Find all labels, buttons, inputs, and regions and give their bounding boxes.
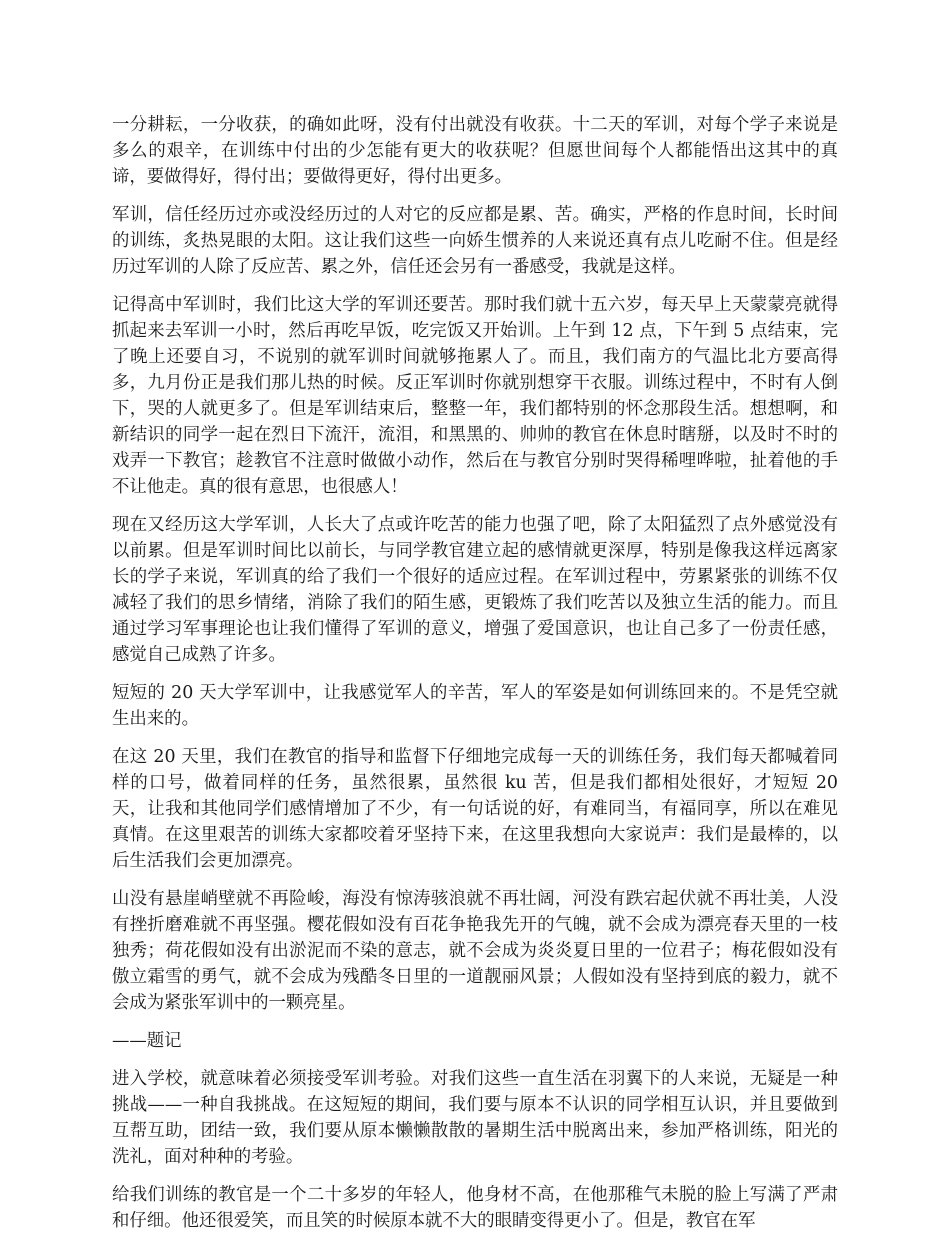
paragraph: 进入学校，就意味着必须接受军训考验。对我们这些一直生活在羽翼下的人来说，无疑是一种挑战——一种自我挑战。在这短短的期间，我们要与原本不认识的同学相互认识，并且要做到互帮互助，团结一致，我们要从原本懒懒散散的暑期生活中脱离出来，参加严格训练，阳光的洗礼，面对种种的考验。 xyxy=(112,1069,838,1167)
paragraph: 山没有悬崖峭壁就不再险峻，海没有惊涛骇浪就不再壮阔，河没有跌宕起伏就不再壮美，人没有挫折磨难就不再坚强。樱花假如没有百花争艳我先开的气魄，就不会成为漂亮春天里的一枝独秀；荷花假如没有出淤泥而不染的意志，就不会成为炎炎夏日里的一位君子；梅花假如没有傲立霜雪的勇气，就不会成为残酷冬日里的一道靓丽风景；人假如没有坚持到底的毅力，就不会成为紧张军训中的一颗亮星。 xyxy=(112,889,838,1013)
document-body xyxy=(112,112,838,1246)
paragraph: 记得高中军训时，我们比这大学的军训还要苦。那时我们就十五六岁，每天早上天蒙蒙亮就得抓起来去军训一小时，然后再吃早饭，吃完饭又开始训。上午到 12 点，下午到 5 点结束，完了晚上还要自习，不说别的就军训时间就够拖累人了。而且，我们南方的气温比北方要高得多，九月份正是我们那儿热的时候。反正军训时你就别想穿干衣服。训练过程中，不时有人倒下，哭的人就更多了。但是军训结束后，整整一年，我们都特别的怀念那段生活。想想啊，和新结识的同学一起在烈日下流汗，流泪，和黑黑的、帅帅的教官在休息时瞎掰，以及时不时的戏弄一下教官；趁教官不注意时做做小动作，然后在与教官分别时哭得稀哩哗啦，扯着他的手不让他走。真的很有意思，也很感人！ xyxy=(112,295,838,497)
epigraph-attribution: ——题记 xyxy=(112,1031,182,1051)
paragraph: 在这 20 天里，我们在教官的指导和监督下仔细地完成每一天的训练任务，我们每天都喊着同样的口号，做着同样的任务，虽然很累，虽然很 ku 苦，但是我们都相处很好，才短短 20 天，让我和其他同学们感情增加了不少，有一句话说的好，有难同当，有福同享，所以在难见真情。在这里艰苦的训练大家都咬着牙坚持下来，在这里我想向大家说声：我们是最棒的，以后生活我们会更加漂亮。 xyxy=(112,747,838,871)
paragraph: 短短的 20 天大学军训中，让我感觉军人的辛苦，军人的军姿是如何训练回来的。不是凭空就生出来的。 xyxy=(112,683,838,729)
paragraph: 一分耕耘，一分收获，的确如此呀，没有付出就没有收获。十二天的军训，对每个学子来说是多么的艰辛，在训练中付出的少怎能有更大的收获呢？但愿世间每个人都能悟出这其中的真谛，要做得好，得付出；要做得更好，得付出更多。 xyxy=(112,115,838,187)
paragraph: 现在又经历这大学军训，人长大了点或许吃苦的能力也强了吧，除了太阳猛烈了点外感觉没有以前累。但是军训时间比以前长，与同学教官建立起的感情就更深厚，特别是像我这样远离家长的学子来说，军训真的给了我们一个很好的适应过程。在军训过程中，劳累紧张的训练不仅减轻了我们的思乡情绪，消除了我们的陌生感，更锻炼了我们吃苦以及独立生活的能力。而且通过学习军事理论也让我们懂得了军训的意义，增强了爱国意识，也让自己多了一份责任感，感觉自己成熟了许多。 xyxy=(112,515,838,665)
paragraph: 军训，信任经历过亦或没经历过的人对它的反应都是累、苦。确实，严格的作息时间，长时间的训练，炙热晃眼的太阳。这让我们这些一向娇生惯养的人来说还真有点儿吃耐不住。但是经历过军训的人除了反应苦、累之外，信任还会另有一番感受，我就是这样。 xyxy=(112,205,838,277)
paragraph: 给我们训练的教官是一个二十多岁的年轻人，他身材不高，在他那稚气未脱的脸上写满了严肃和仔细。他还很爱笑，而且笑的时候原本就不大的眼睛变得更小了。但是，教官在军 xyxy=(112,1185,838,1231)
